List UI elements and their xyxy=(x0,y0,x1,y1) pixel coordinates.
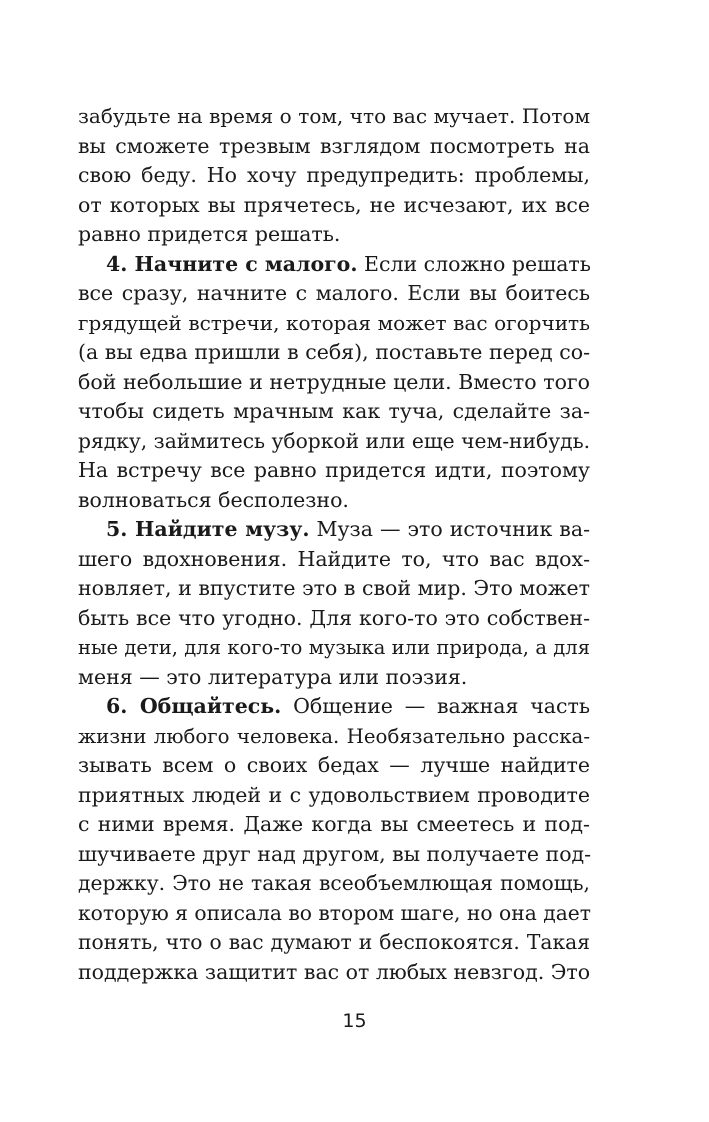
text-line: (а вы едва пришли в себя), поставьте перед со- xyxy=(78,340,590,364)
text-line: меня — это литература или поэзия. xyxy=(78,664,468,689)
page-number: 15 xyxy=(342,1010,367,1032)
text-line: с ними время. Даже когда вы смеетесь и под- xyxy=(78,812,590,836)
text-line: бой небольшие и нетрудные цели. Вместо того xyxy=(78,369,590,394)
text-line: вы сможете трезвым взглядом посмотреть на xyxy=(78,133,590,158)
text-line: приятных людей и с удовольствием проводите xyxy=(78,782,590,807)
paragraph-heading-line: 6. Общайтесь. Общение — важная часть xyxy=(106,694,590,718)
body-text xyxy=(78,102,590,987)
text-line: держку. Это не такая всеобъемлющая помощь, xyxy=(78,871,590,895)
paragraph-heading-line: 5. Найдите музу. Муза — это источник ва- xyxy=(106,517,590,541)
step-6-heading: 6. Общайтесь. xyxy=(106,694,282,718)
text-line: быть все что угодно. Для кого-то это собствен- xyxy=(78,605,590,630)
text-line: зывать всем о своих бедах — лучше найдите xyxy=(78,753,590,777)
text-line: ные дети, для кого-то музыка или природа, а для xyxy=(78,636,590,659)
text-line: волноваться бесполезно. xyxy=(78,487,349,512)
text-line: все сразу, начните с малого. Если вы боитесь xyxy=(78,281,590,305)
text-line: На встречу все равно придется идти, поэтому xyxy=(78,458,590,482)
paragraph-heading-line: 4. Начните с малого. Если сложно решать xyxy=(106,251,591,276)
text-line: грядущей встречи, которая может вас огорчить xyxy=(78,310,590,335)
text-line: понять, что о вас думают и беспокоятся. Такая xyxy=(78,930,590,954)
text-line: шучиваете друг над другом, вы получаете под- xyxy=(78,841,592,866)
text-line: от которых вы прячетесь, не исчезают, их все xyxy=(78,192,590,217)
text-line: забудьте на время о том, что вас мучает. Потом xyxy=(78,104,590,128)
text-line: равно придется решать. xyxy=(78,222,341,246)
text-line: жизни любого человека. Необязательно расска- xyxy=(78,724,590,748)
text-line: шего вдохновения. Найдите то, что вас вдох- xyxy=(78,546,590,571)
text-line: рядку, займитесь уборкой или еще чем-нибудь. xyxy=(78,428,591,453)
text-line: свою беду. Но хочу предупредить: проблемы, xyxy=(78,163,590,187)
text-line: поддержка защитит вас от любых невзгод. Это xyxy=(78,959,591,984)
text-line: которую я описала во втором шаге, но она дает xyxy=(78,900,591,925)
step-4-heading: 4. Начните с малого. xyxy=(106,251,358,276)
text-line: новляет, и впустите это в свой мир. Это может xyxy=(78,576,590,600)
step-5-heading: 5. Найдите музу. xyxy=(106,517,310,541)
text-line: чтобы сидеть мрачным как туча, сделайте за- xyxy=(78,399,590,423)
